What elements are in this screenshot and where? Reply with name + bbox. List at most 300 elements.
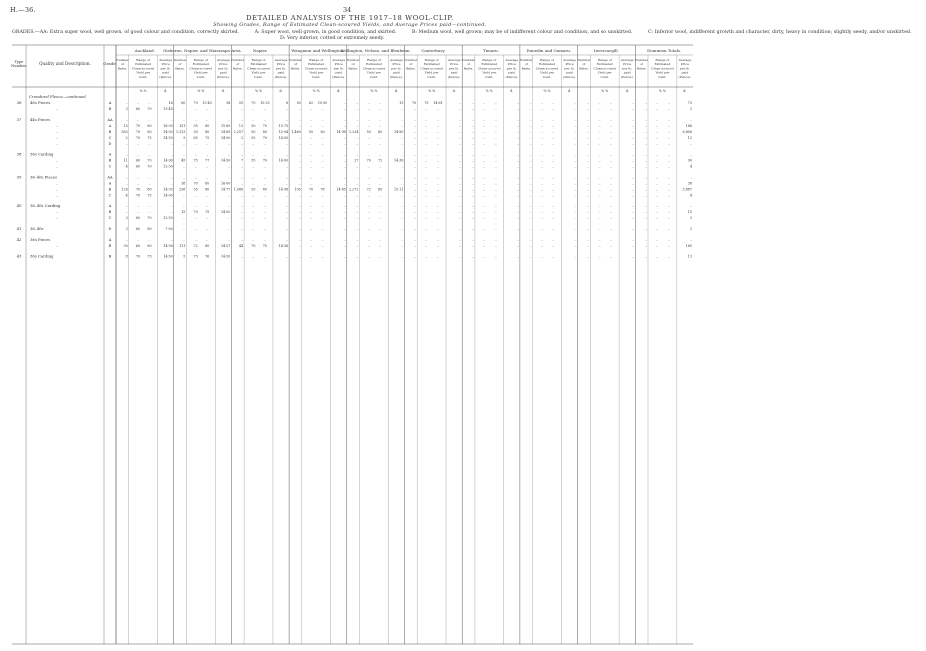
sub-header-1-1-1: Estimated	[192, 62, 209, 67]
sub-header-5-0-0: Number	[404, 58, 418, 62]
district-header-0: Auckland.	[134, 48, 155, 53]
price-40-0-5: ..	[459, 204, 462, 209]
bales-37-2-2: 2,257	[233, 129, 244, 134]
unit-pct-6: % %	[485, 89, 493, 93]
price-38-2-5: ..	[459, 164, 462, 169]
price-39-3-1: ..	[228, 193, 231, 198]
yield-low-37-0-5: ..	[425, 117, 428, 122]
yield-high-40-0-6: ..	[494, 204, 497, 209]
type-desc-36: 46s Pieces	[30, 100, 51, 105]
yield-low-37-2-5: ..	[425, 129, 428, 134]
yield-high-37-1-5: ..	[436, 123, 440, 128]
bales-37-1-7: ..	[529, 123, 532, 128]
price-41-0-3: ..	[343, 227, 346, 231]
ditto-39-1: ..	[56, 181, 59, 186]
yield-low-42-1-6: ..	[483, 243, 486, 248]
bales-40-1-6: ..	[471, 210, 474, 215]
price-37-1-1: 15·89	[220, 123, 231, 128]
bales-39-2-2: 1,086	[233, 187, 244, 192]
bales-38-1-7: ..	[529, 158, 532, 163]
yield-low-40-1-4: ..	[367, 210, 370, 215]
yield-low-36-1-6: ..	[483, 107, 486, 111]
yield-low-39-3-8: ..	[598, 193, 601, 198]
bales-39-0-7: ..	[529, 175, 532, 180]
yield-low-36-0-5: 75	[424, 101, 429, 105]
price-40-2-5: ..	[459, 216, 462, 221]
sub-header-2-1-3: Yield per	[251, 70, 266, 75]
yield-low-39-3-0: 70	[135, 193, 141, 198]
yield-high-38-1-3: ..	[321, 158, 324, 163]
bales-37-2-1: 1,313	[175, 129, 186, 134]
bales-40-0-1: ..	[183, 204, 186, 209]
yield-high-39-1-5: ..	[436, 181, 440, 186]
sub-header-9-0-0: Number	[635, 58, 649, 62]
yield-low-37-0-2: ..	[252, 117, 255, 122]
yield-high-36-0-4: ..	[379, 101, 382, 105]
yield-high-36-1-0: 70	[147, 107, 152, 111]
sub-header-9-0-2: Bales.	[636, 66, 647, 71]
price-37-2-8: ..	[632, 129, 635, 134]
price-43-0-9: 13	[687, 254, 692, 259]
price-36-1-1: ..	[228, 107, 231, 111]
price-37-1-9: 186	[685, 123, 692, 128]
yield-high-38-2-2: ..	[263, 164, 266, 169]
bales-37-0-9: ..	[644, 117, 647, 122]
yield-low-42-0-7: ..	[540, 237, 543, 242]
price-39-3-4: ..	[401, 193, 404, 198]
price-37-0-4: ..	[401, 117, 404, 122]
yield-low-36-0-1: 70	[193, 101, 198, 105]
sub-header-6-2-4: (Pence).	[505, 74, 519, 79]
yield-high-39-0-4: ..	[379, 175, 382, 180]
yield-low-37-3-8: ..	[598, 135, 601, 140]
price-37-1-4: ..	[401, 123, 404, 128]
yield-high-39-3-7: ..	[552, 193, 555, 198]
yield-high-39-2-3: 78	[320, 187, 325, 192]
bales-38-1-5: ..	[414, 158, 417, 163]
yield-low-41-0-0: 60	[135, 227, 141, 231]
grades-legend	[12, 30, 926, 35]
yield-low-39-1-9: ..	[656, 181, 659, 186]
yield-low-37-0-1: ..	[194, 117, 197, 122]
yield-low-38-1-1: 75	[193, 158, 198, 163]
yield-low-37-2-6: ..	[483, 129, 486, 134]
yield-high-36-0-9: ..	[667, 101, 670, 105]
yield-low-37-4-2: ..	[252, 141, 255, 146]
yield-low-39-0-4: ..	[367, 175, 370, 180]
bales-43-0-9: ..	[644, 254, 647, 259]
yield-high-42-1-0: 80	[147, 243, 152, 248]
price-40-2-0: 12·50	[163, 216, 173, 221]
bales-42-1-2: 44	[238, 243, 244, 248]
unit-pct-2: % %	[254, 89, 263, 93]
bales-37-4-6: ..	[471, 141, 474, 146]
bales-37-3-0: 2	[125, 135, 128, 140]
price-40-0-8: ..	[632, 204, 635, 209]
yield-high-42-1-9: ..	[667, 243, 670, 248]
price-37-0-8: ..	[632, 117, 635, 122]
price-40-1-4: ..	[401, 210, 404, 215]
yield-high-36-1-3: ..	[321, 107, 324, 111]
grade-d-definition: D: Very inferior, cotted or extremely seedy.	[280, 36, 385, 41]
grade-39-1: A	[108, 181, 112, 186]
yield-low-43-0-4: ..	[367, 254, 370, 259]
grade-37-4: D	[108, 141, 112, 146]
bales-40-1-4: ..	[356, 210, 359, 215]
yield-low-37-3-7: ..	[540, 135, 543, 140]
price-37-0-0: ..	[170, 117, 173, 122]
yield-high-42-1-1: 80	[205, 243, 210, 248]
price-41-0-4: ..	[401, 227, 404, 231]
bales-43-0-1: 5	[183, 254, 186, 259]
yield-high-38-1-6: ..	[494, 158, 497, 163]
yield-high-39-3-2: ..	[263, 193, 266, 198]
grade-38-2: C	[108, 164, 112, 169]
yield-low-36-0-4: ..	[367, 101, 370, 105]
yield-low-38-2-5: ..	[425, 164, 428, 169]
bales-41-0-7: ..	[529, 227, 532, 231]
yield-low-36-0-8: ..	[598, 101, 601, 105]
yield-high-37-1-9: ..	[667, 123, 670, 128]
sub-header-7-0-2: Bales.	[521, 66, 532, 71]
yield-high-42-0-0: ..	[148, 237, 151, 242]
yield-high-39-2-8: ..	[610, 187, 613, 192]
bales-37-0-7: ..	[529, 117, 532, 122]
yield-low-40-1-0: ..	[136, 210, 139, 215]
sub-header-8-1-4: Cent.	[600, 74, 609, 79]
sub-header-3-2-2: per lb.	[333, 66, 344, 71]
yield-high-37-0-0: ..	[148, 117, 151, 122]
yield-low-38-1-0: 60	[135, 158, 141, 163]
page-number: 34	[343, 6, 352, 14]
yield-low-43-0-1: 75	[193, 254, 198, 259]
type-desc-40: 36–40s Carding	[30, 203, 61, 209]
yield-high-40-1-8: ..	[610, 210, 613, 215]
yield-low-36-1-7: ..	[540, 107, 543, 111]
price-38-2-8: ..	[632, 164, 635, 169]
bales-38-0-4: ..	[356, 152, 359, 157]
bales-39-2-1: 298	[179, 187, 186, 192]
sub-header-1-2-2: per lb.	[218, 66, 229, 71]
yield-high-42-0-4: ..	[379, 237, 382, 242]
price-39-3-0: 14·00	[163, 193, 173, 198]
yield-low-37-2-7: ..	[540, 129, 543, 134]
yield-high-41-0-3: ..	[321, 227, 324, 231]
bales-37-4-9: ..	[644, 141, 647, 146]
bales-40-2-1: ..	[183, 216, 186, 221]
price-38-1-1: 14·50	[220, 158, 231, 163]
yield-high-36-0-8: ..	[610, 101, 613, 105]
wool-clip-table	[12, 45, 693, 645]
sub-header-5-1-1: Estimated	[423, 62, 440, 67]
price-42-0-3: ..	[343, 237, 346, 242]
bales-39-0-6: ..	[471, 175, 474, 180]
sub-header-8-2-4: (Pence).	[620, 74, 634, 79]
sub-header-6-2-0: Average	[505, 58, 519, 62]
yield-low-39-0-3: ..	[309, 175, 313, 180]
district-header-5: Canterbury.	[421, 48, 446, 53]
yield-high-41-0-2: ..	[263, 227, 266, 231]
bales-38-1-2: 7	[240, 158, 244, 163]
bales-36-0-9: ..	[644, 101, 647, 105]
yield-high-37-0-2: ..	[263, 117, 266, 122]
yield-high-42-1-4: ..	[379, 243, 382, 248]
sub-header-3-2-0: Average	[332, 58, 346, 62]
yield-low-39-2-4: 72	[366, 187, 371, 192]
price-38-0-0: ..	[170, 152, 173, 157]
grade-37-0: AA	[107, 117, 113, 122]
yield-low-37-4-7: ..	[540, 141, 543, 146]
yield-high-42-1-5: ..	[436, 243, 440, 248]
yield-low-40-0-4: ..	[367, 204, 370, 209]
yield-high-37-4-2: ..	[263, 141, 266, 146]
yield-high-38-2-9: ..	[667, 164, 670, 169]
price-43-0-0: 14·50	[163, 254, 173, 259]
bales-37-2-7: ..	[529, 129, 532, 134]
yield-high-38-0-9: ..	[667, 152, 670, 157]
price-39-2-4: 15·11	[394, 187, 404, 192]
bales-37-2-6: ..	[471, 129, 474, 134]
type-desc-37: 44s Pieces	[30, 116, 51, 122]
price-38-1-0: 14·00	[163, 158, 173, 163]
yield-high-40-0-5: ..	[436, 204, 440, 209]
price-40-0-9: ..	[689, 204, 692, 209]
yield-low-38-0-9: ..	[656, 152, 659, 157]
sub-header-4-1-1: Estimated	[365, 62, 382, 67]
bales-43-0-0: 8	[125, 254, 128, 259]
price-37-0-1: ..	[228, 117, 231, 122]
bales-38-1-0: 11	[123, 158, 128, 163]
yield-high-36-0-2: 15·25	[260, 101, 270, 105]
price-40-0-1: ..	[228, 204, 231, 209]
grade-37-1: A	[108, 123, 112, 128]
unit-d-5: d.	[452, 89, 456, 93]
grade-38-0: A	[108, 152, 112, 157]
bales-36-1-6: ..	[471, 107, 474, 111]
bales-39-0-1: ..	[183, 175, 186, 180]
bales-43-0-6: ..	[471, 254, 474, 259]
yield-high-40-1-2: ..	[263, 210, 266, 215]
sub-header-0-0-0: Number	[115, 58, 129, 62]
bales-38-0-8: ..	[587, 152, 590, 157]
yield-low-39-1-6: ..	[483, 181, 486, 186]
yield-high-38-1-1: 77	[205, 158, 210, 163]
bales-36-1-3: ..	[298, 107, 301, 111]
price-39-1-2: ..	[285, 181, 289, 186]
yield-high-37-4-0: ..	[148, 141, 151, 146]
bales-39-2-3: 105	[294, 187, 301, 192]
yield-low-37-3-1: 65	[193, 135, 198, 140]
yield-high-38-2-0: 70	[147, 164, 152, 169]
sub-header-1-1-4: Cent.	[196, 74, 206, 79]
price-37-4-0: ..	[170, 141, 173, 146]
bales-39-2-9: ..	[644, 187, 647, 192]
bales-42-0-8: ..	[587, 237, 590, 242]
grade-a-definition: A: Super wool, well grown, in good condition, and skirted.	[254, 30, 397, 35]
bales-37-1-0: 15	[123, 123, 128, 128]
bales-37-4-3: ..	[298, 141, 301, 146]
yield-low-37-3-9: ..	[656, 135, 659, 140]
yield-high-38-1-9: ..	[667, 158, 670, 163]
price-40-1-2: ..	[285, 210, 289, 215]
sub-header-3-2-3: paid	[335, 70, 343, 75]
price-41-0-9: 3	[689, 227, 692, 231]
section-label-0: Crossbred Fleece—continued.	[29, 94, 87, 99]
bales-37-3-3: ..	[298, 135, 301, 140]
bales-38-2-4: ..	[356, 164, 359, 169]
sub-header-6-0-1: of	[467, 62, 471, 67]
bales-43-0-7: ..	[529, 254, 532, 259]
sub-header-4-2-4: (Pence).	[390, 74, 403, 79]
yield-low-40-0-3: ..	[309, 204, 313, 209]
yield-high-39-0-6: ..	[494, 175, 497, 180]
district-header-9: Dominion Totals.	[647, 48, 682, 53]
bales-39-2-6: ..	[471, 187, 474, 192]
price-38-2-0: 12·50	[163, 164, 173, 169]
yield-low-39-0-8: ..	[598, 175, 601, 180]
yield-high-36-0-7: ..	[552, 101, 555, 105]
price-38-0-4: ..	[401, 152, 404, 157]
sub-header-9-1-3: Yield per	[655, 70, 670, 75]
bales-37-4-0: ..	[125, 141, 128, 146]
yield-high-38-1-2: 70	[262, 158, 267, 163]
price-38-1-3: ..	[343, 158, 346, 163]
bales-41-0-9: ..	[644, 227, 647, 231]
price-39-0-5: ..	[459, 175, 462, 180]
bales-43-0-3: ..	[298, 254, 301, 259]
price-42-0-9: ..	[689, 237, 692, 242]
bales-42-0-4: ..	[356, 237, 359, 242]
unit-pct-8: % %	[601, 89, 609, 93]
yield-low-37-2-1: 50	[193, 129, 198, 134]
yield-low-39-2-2: 55	[251, 187, 256, 192]
ditto-37-1: ..	[56, 123, 59, 128]
price-40-0-2: ..	[285, 204, 289, 209]
bales-39-3-8: ..	[587, 193, 590, 198]
bales-37-2-8: ..	[587, 129, 590, 134]
yield-high-39-3-3: ..	[321, 193, 324, 198]
sub-header-8-0-1: of	[582, 62, 586, 67]
yield-low-38-2-7: ..	[540, 164, 543, 169]
sub-header-9-2-2: per lb.	[679, 66, 691, 71]
bales-36-1-7: ..	[529, 107, 532, 111]
sub-header-5-1-2: Clean-scoured	[420, 66, 443, 71]
sub-header-3-0-2: Bales.	[290, 66, 301, 71]
yield-low-36-1-8: ..	[598, 107, 601, 111]
yield-high-37-0-9: ..	[667, 117, 670, 122]
bales-42-0-3: ..	[298, 237, 301, 242]
sub-header-4-0-2: Bales.	[348, 66, 358, 71]
type-desc-38: 36s Carding	[30, 151, 54, 157]
bales-39-1-6: ..	[471, 181, 474, 186]
yield-low-39-1-2: ..	[252, 181, 255, 186]
price-39-2-2: 14·98	[278, 187, 289, 192]
sub-header-0-1-4: Cent.	[138, 74, 148, 79]
yield-high-41-0-4: ..	[379, 227, 382, 231]
yield-high-42-1-8: ..	[610, 243, 613, 248]
bales-42-0-0: ..	[125, 237, 128, 242]
yield-low-39-2-6: ..	[483, 187, 486, 192]
bales-36-0-8: ..	[587, 101, 590, 105]
yield-high-38-2-6: ..	[494, 164, 497, 169]
bales-41-0-5: ..	[414, 227, 417, 231]
bales-37-3-9: ..	[644, 135, 647, 140]
unit-pct-4: % %	[370, 89, 378, 93]
price-36-1-3: ..	[343, 107, 346, 111]
yield-low-39-2-8: ..	[598, 187, 601, 192]
yield-high-37-3-6: ..	[494, 135, 497, 140]
bales-39-3-1: ..	[183, 193, 186, 198]
price-39-3-8: ..	[632, 193, 635, 198]
bales-37-1-9: ..	[644, 123, 647, 128]
yield-low-36-0-2: 70	[251, 101, 256, 105]
price-38-0-9: ..	[689, 152, 692, 157]
ditto-38-2: ..	[56, 164, 59, 169]
grade-36-1: B	[108, 107, 112, 111]
grade-43-0: B	[108, 254, 112, 259]
bales-39-1-4: ..	[356, 181, 359, 186]
bales-39-1-2: ..	[240, 181, 244, 186]
yield-high-37-2-8: ..	[610, 129, 613, 134]
sub-header-8-2-0: Average	[620, 58, 634, 62]
sub-header-0-1-0: Range of	[136, 58, 151, 62]
price-41-0-2: ..	[285, 227, 289, 231]
bales-36-1-2: ..	[240, 107, 244, 111]
yield-high-43-0-1: 76	[205, 254, 210, 259]
bales-36-1-1: ..	[183, 107, 186, 111]
yield-low-39-3-6: ..	[483, 193, 486, 198]
yield-high-37-4-8: ..	[610, 141, 613, 146]
bales-36-0-6: ..	[471, 101, 474, 105]
sub-header-9-0-1: of	[640, 62, 644, 67]
yield-low-41-0-1: ..	[194, 227, 197, 231]
sub-header-8-1-0: Range of	[597, 58, 612, 62]
yield-high-37-1-3: ..	[321, 123, 324, 128]
yield-low-37-0-4: ..	[367, 117, 370, 122]
bales-38-0-2: ..	[240, 152, 244, 157]
header-type-2: Number.	[11, 64, 27, 68]
yield-high-42-1-2: 75	[262, 243, 267, 248]
yield-high-40-1-5: ..	[436, 210, 440, 215]
sub-header-3-2-1: Price	[334, 62, 343, 67]
bales-39-3-2: ..	[240, 193, 244, 198]
yield-high-41-0-0: 80	[147, 227, 152, 231]
unit-d-8: d.	[625, 89, 629, 93]
bales-41-0-3: ..	[298, 227, 301, 231]
yield-low-40-2-0: 60	[135, 216, 141, 221]
price-40-1-0: ..	[170, 210, 173, 215]
sub-header-1-2-4: (Pence).	[216, 74, 230, 79]
yield-high-40-2-0: 70	[147, 216, 152, 221]
yield-high-36-0-3: 15·00	[317, 101, 328, 105]
price-39-2-8: ..	[632, 187, 635, 192]
yield-low-39-2-5: ..	[425, 187, 428, 192]
yield-low-38-0-2: ..	[252, 152, 255, 157]
sub-header-0-2-2: per lb.	[160, 66, 171, 71]
yield-high-37-3-5: ..	[436, 135, 440, 140]
price-38-1-2: 14·00	[278, 158, 289, 163]
yield-low-40-0-7: ..	[540, 204, 543, 209]
type-number-36: 36	[16, 100, 22, 105]
yield-high-39-2-5: ..	[436, 187, 440, 192]
sub-header-7-1-4: Cent.	[542, 74, 552, 79]
price-38-1-9: 90	[687, 158, 692, 163]
yield-high-38-2-3: ..	[321, 164, 324, 169]
price-37-0-3: ..	[343, 117, 346, 122]
yield-low-38-1-9: ..	[656, 158, 659, 163]
bales-42-1-4: ..	[356, 243, 359, 248]
sub-header-2-0-0: Number	[231, 58, 245, 62]
